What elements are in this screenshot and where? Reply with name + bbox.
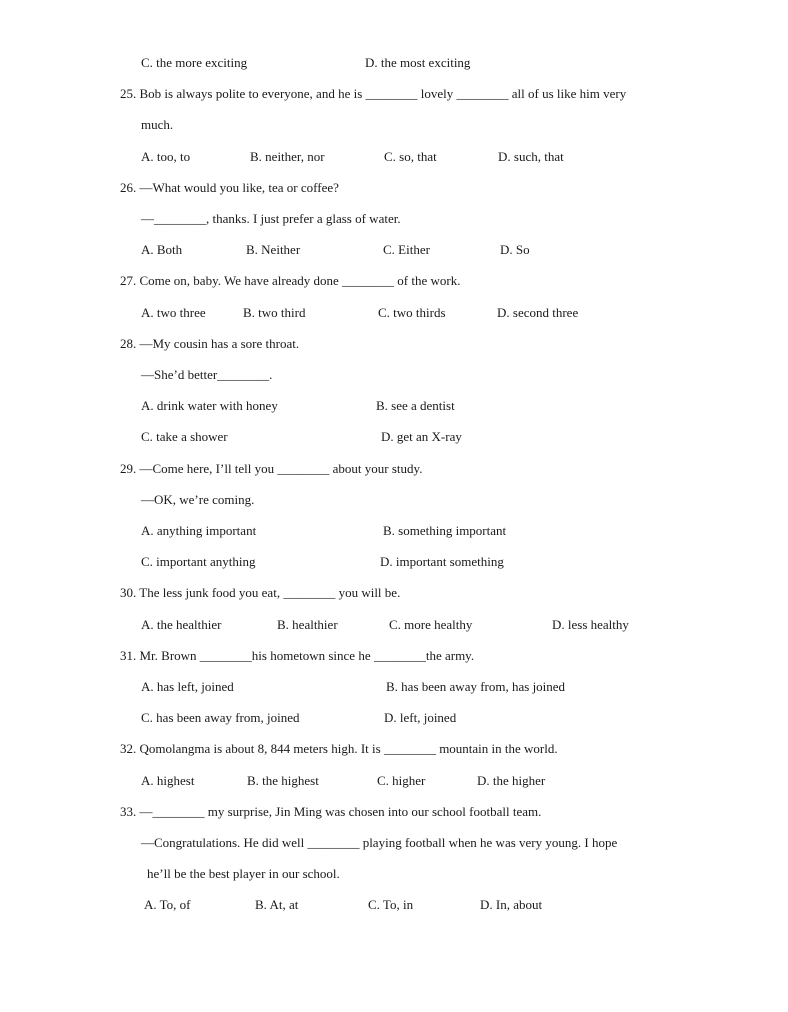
q32-option-d: D. the higher <box>477 773 546 788</box>
q33-option-b: B. At, at <box>255 897 299 912</box>
q25-stem: 25. Bob is always polite to everyone, and he is ________ lovely ________ all of us like him very <box>120 86 627 101</box>
q26-stem: 26. —What would you like, tea or coffee? <box>120 180 339 195</box>
q26-option-a: A. Both <box>141 242 183 257</box>
q31-stem: 31. Mr. Brown ________his hometown since he ________the army. <box>120 648 475 663</box>
q29-option-b: B. something important <box>383 523 507 538</box>
q27-option-c: C. two thirds <box>378 305 446 320</box>
q32-stem: 32. Qomolangma is about 8, 844 meters high. It is ________ mountain in the world. <box>120 741 558 756</box>
q30-option-d: D. less healthy <box>552 617 629 632</box>
q25-option-a: A. too, to <box>141 149 191 164</box>
q33-option-a: A. To, of <box>144 897 191 912</box>
q26-option-d: D. So <box>500 242 530 257</box>
q28-stem: 28. —My cousin has a sore throat. <box>120 336 300 351</box>
q25-option-b: B. neither, nor <box>250 149 325 164</box>
q33-stem: 33. —________ my surprise, Jin Ming was chosen into our school football team. <box>120 804 542 819</box>
q28-option-d: D. get an X-ray <box>381 429 462 444</box>
q28-option-a: A. drink water with honey <box>141 398 278 413</box>
q26-stem-continued: —________, thanks. I just prefer a glass of water. <box>141 211 401 226</box>
q29-option-d: D. important something <box>380 554 504 569</box>
q25-option-c: C. so, that <box>384 149 437 164</box>
q31-option-c: C. has been away from, joined <box>141 710 300 725</box>
q32-option-c: C. higher <box>377 773 426 788</box>
q30-option-a: A. the healthier <box>141 617 222 632</box>
q25-stem-continued: much. <box>141 117 174 132</box>
q24-option-d: D. the most exciting <box>365 55 471 70</box>
q33-stem-continued-2: he’ll be the best player in our school. <box>147 866 340 881</box>
q27-stem: 27. Come on, baby. We have already done ________ of the work. <box>120 273 461 288</box>
q31-option-a: A. has left, joined <box>141 679 234 694</box>
q30-stem: 30. The less junk food you eat, ________ you will be. <box>120 585 401 600</box>
q32-option-a: A. highest <box>141 773 195 788</box>
q26-option-b: B. Neither <box>246 242 301 257</box>
q28-option-b: B. see a dentist <box>376 398 455 413</box>
q33-stem-continued: —Congratulations. He did well ________ playing football when he was very young. I hope <box>141 835 618 850</box>
q29-stem: 29. —Come here, I’ll tell you ________ about your study. <box>120 461 423 476</box>
q30-option-c: C. more healthy <box>389 617 473 632</box>
q28-option-c: C. take a shower <box>141 429 228 444</box>
q26-option-c: C. Either <box>383 242 430 257</box>
q28-stem-continued: —She’d better________. <box>141 367 273 382</box>
q25-option-d: D. such, that <box>498 149 564 164</box>
q31-option-d: D. left, joined <box>384 710 457 725</box>
q33-option-d: D. In, about <box>480 897 543 912</box>
q27-option-a: A. two three <box>141 305 206 320</box>
q30-option-b: B. healthier <box>277 617 338 632</box>
q27-option-d: D. second three <box>497 305 579 320</box>
q27-option-b: B. two third <box>243 305 306 320</box>
q24-option-c: C. the more exciting <box>141 55 248 70</box>
q33-option-c: C. To, in <box>368 897 414 912</box>
q31-option-b: B. has been away from, has joined <box>386 679 566 694</box>
q32-option-b: B. the highest <box>247 773 319 788</box>
q29-option-c: C. important anything <box>141 554 256 569</box>
q29-option-a: A. anything important <box>141 523 257 538</box>
q29-stem-continued: —OK, we’re coming. <box>141 492 255 507</box>
